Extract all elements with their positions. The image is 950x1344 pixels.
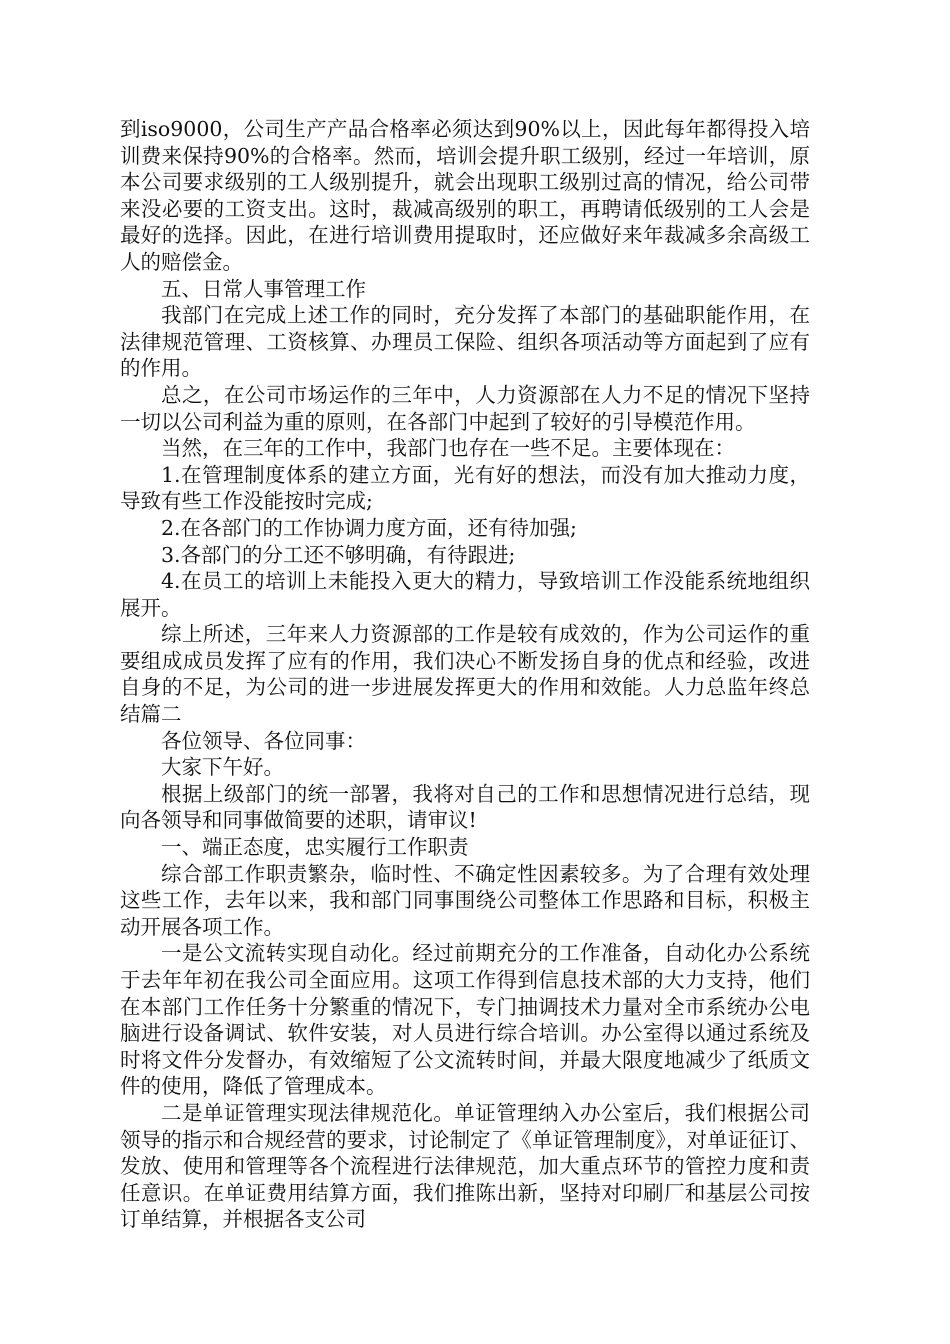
list-item-4: 4.在员工的培训上未能投入更大的精力，导致培训工作没能系统地组织展开。 [120, 569, 810, 620]
greeting-line: 各位领导、各位同事： [161, 728, 366, 753]
section-heading-5: 五、日常人事管理工作 [161, 276, 366, 301]
paragraph-1: 到iso9000，公司生产产品合格率必须达到90%以上，因此每年都得投入培训费来保持90%的合格率。然而，培训会提升职工级别，经过一年培训，原本公司要求级别的工人级别提升，就会出现职工级别过高的情况，给公司带来没必要的工资支出。这时，裁减高级别的职工，再聘请低级别的工人会是最好的选择。因此，在进行培训费用提取时，还应做好来年裁减多余高级工人的赔偿金。 [120, 117, 810, 274]
paragraph-16: 一是公文流转实现自动化。经过前期充分的工作准备，自动化办公系统于去年年初在我公司全面应用。这项工作得到信息技术部的大力支持，他们在本部门工作任务十分繁重的情况下，专门抽调技术力量对全市系统办公电脑进行设备调试、软件安装，对人员进行综合培训。办公室得以通过系统及时将文件分发督办，有效缩短了公文流转时间，并最大限度地减少了纸质文件的使用，降低了管理成本。 [120, 941, 810, 1099]
paragraph-3: 我部门在完成上述工作的同时，充分发挥了本部门的基础职能作用，在法律规范管理、工资核算、办理员工保险、组织各项活动等方面起到了应有的作用。 [120, 303, 810, 381]
list-item-2: 2.在各部门的工作协调力度方面，还有待加强; [161, 515, 577, 540]
paragraph-10: 综上所述，三年来人力资源部的工作是较有成效的，作为公司运作的重要组成成员发挥了应有的作用，我们决心不断发扬自身的优点和经验，改进自身的不足，为公司的进一步进展发挥更大的作用和效能。人力总监年终总结篇二 [120, 622, 810, 727]
section-heading-1: 一、端正态度，忠实履行工作职责 [161, 835, 469, 860]
document-page [120, 116, 810, 1233]
list-item-3: 3.各部门的分工还不够明确，有待跟进; [161, 542, 516, 567]
paragraph-5: 当然，在三年的工作中，我部门也存在一些不足。主要体现在： [161, 436, 735, 461]
paragraph-15: 综合部工作职责繁杂，临时性、不确定性因素较多。为了合理有效处理这些工作，去年以来，我和部门同事围绕公司整体工作思路和目标，积极主动开展各项工作。 [120, 861, 810, 939]
paragraph-4: 总之，在公司市场运作的三年中，人力资源部在人力不足的情况下坚持一切以公司利益为重的原则，在各部门中起到了较好的引导模范作用。 [120, 382, 810, 434]
paragraph-13: 根据上级部门的统一部署，我将对自己的工作和思想情况进行总结，现向各领导和同事做简要的述职，请审议! [120, 781, 810, 833]
paragraph-17: 二是单证管理实现法律规范化。单证管理纳入办公室后，我们根据公司领导的指示和合规经营的要求，讨论制定了《单证管理制度》，对单证征订、发放、使用和管理等各个流程进行法律规范，加大重点环节的管控力度和责任意识。在单证费用结算方面，我们推陈出新，坚持对印刷厂和基层公司按订单结算，并根据各支公司 [120, 1100, 810, 1232]
salutation-line: 大家下午好。 [161, 755, 284, 780]
list-item-1: 1.在管理制度体系的建立方面，光有好的想法，而没有加大推动力度，导致有些工作没能按时完成; [120, 462, 810, 514]
